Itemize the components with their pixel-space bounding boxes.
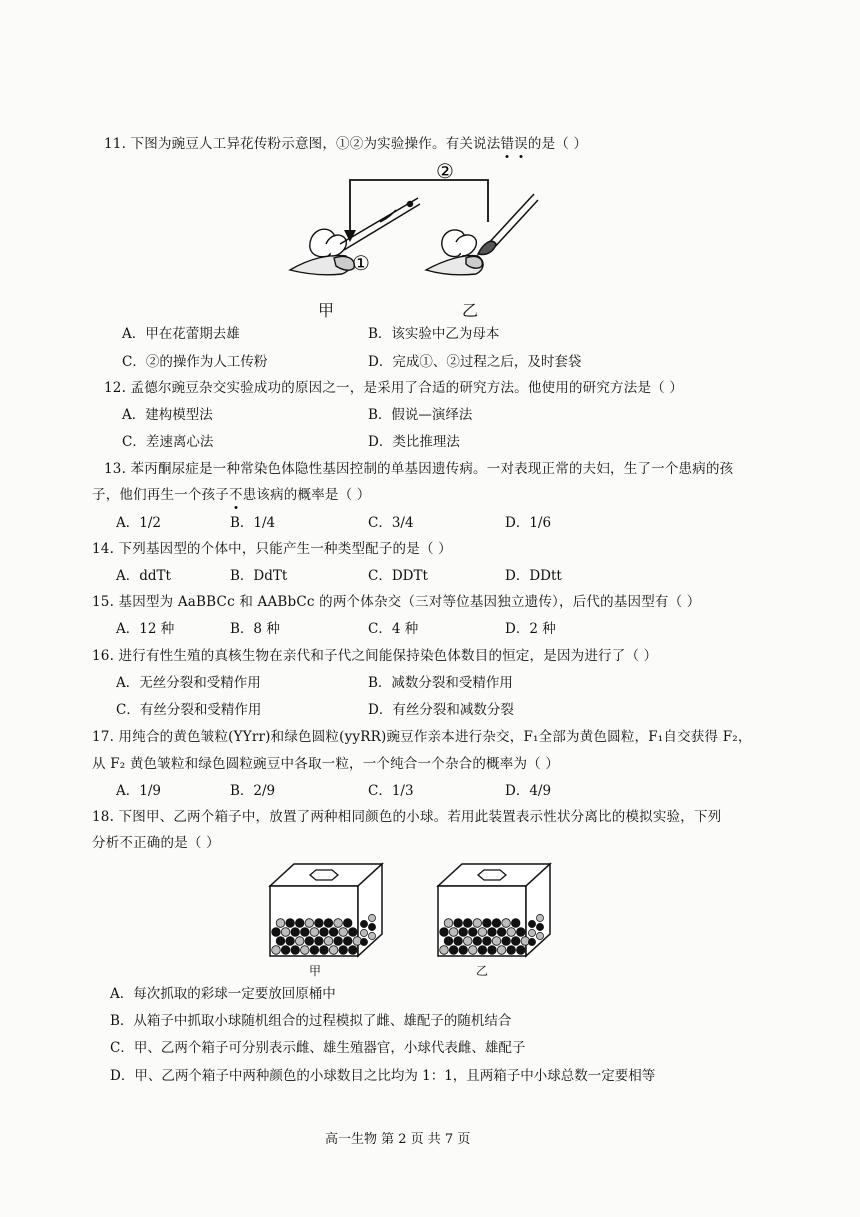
ball-boxes-diagram <box>262 856 562 964</box>
box-yi-ball <box>463 937 472 946</box>
q15-option-a: A．12 种 <box>116 621 175 637</box>
box-jia-ball <box>368 923 375 930</box>
box-label-yi: 乙 <box>476 964 489 978</box>
box-yi-ball <box>449 946 458 955</box>
q11-emphasis-2: 误 <box>514 136 528 152</box>
box-jia-ball <box>329 928 338 937</box>
box-yi-ball <box>497 946 506 955</box>
q11-option-d: D．完成①、②过程之后，及时套袋 <box>368 354 582 370</box>
q16-stem: 16. 进行有性生殖的真核生物在亲代和子代之间能保持染色体数目的恒定，是因为进行了（ ） <box>92 648 658 664</box>
q11-option-b: B．该实验中乙为母本 <box>368 326 500 342</box>
box-yi-ball <box>459 928 468 937</box>
q12-stem: 12. 孟德尔豌豆杂交实验成功的原因之一，是采用了合适的研究方法。他使用的研究方法是（ ） <box>104 380 684 396</box>
box-yi-ball <box>511 919 520 928</box>
box-yi-ball <box>507 928 516 937</box>
box-jia-ball <box>334 919 343 928</box>
q13-option-b: B．1/4 <box>230 515 276 531</box>
box-jia-ball <box>343 937 352 946</box>
label-yi: 乙 <box>462 301 479 320</box>
box-jia-opening <box>310 870 338 880</box>
box-yi-ball <box>492 937 501 946</box>
box-jia-ball <box>334 937 343 946</box>
box-jia-ball <box>295 937 304 946</box>
box-jia-ball <box>315 919 324 928</box>
box-yi-ball <box>502 919 511 928</box>
box-yi-ball <box>488 946 497 955</box>
flower-yi-icon <box>426 230 483 275</box>
q12-option-c: C．差速离心法 <box>122 434 214 450</box>
q12-option-b: B．假说—演绎法 <box>368 407 473 423</box>
q13-stem-end: 患该病的概率是（ ） <box>242 487 371 503</box>
box-yi-ball <box>454 937 463 946</box>
box-yi-ball <box>463 919 472 928</box>
q18-option-a: A．每次抓取的彩球一定要放回原桶中 <box>110 986 336 1002</box>
q14-option-c: C．DDTt <box>368 568 428 584</box>
q11-stem-end: 的是（ ） <box>527 136 588 152</box>
q18-stem-line-2: 分析不正确的是（ ） <box>92 835 220 851</box>
box-yi-ball <box>528 929 535 936</box>
box-yi-ball <box>517 946 526 955</box>
box-jia-ball <box>360 929 367 936</box>
box-yi-ball <box>497 928 506 937</box>
q14-stem: 14. 下列基因型的个体中，只能产生一种类型配子的是（ ） <box>92 541 452 557</box>
box-yi-ball <box>536 932 543 939</box>
tweezers-icon <box>340 198 420 250</box>
box-jia-ball <box>301 928 310 937</box>
q16-option-a: A．无丝分裂和受精作用 <box>116 675 261 691</box>
brush-icon <box>478 194 538 255</box>
box-yi-ball <box>454 919 463 928</box>
box-jia-ball <box>301 946 310 955</box>
box-jia-ball <box>339 946 348 955</box>
q17-stem-line-2: 从 F₂ 黄色皱粒和绿色圆粒豌豆中各取一粒，一个纯合一个杂合的概率为（ ） <box>92 756 560 772</box>
box-jia-ball <box>360 938 367 945</box>
box-yi-ball <box>478 928 487 937</box>
box-yi-ball <box>536 923 543 930</box>
box-yi-ball <box>473 919 482 928</box>
q18-option-d: D．甲、乙两个箱子中两种颜色的小球数目之比均为 1：1，且两箱子中小球总数一定要相等 <box>110 1068 656 1084</box>
box-yi-ball <box>502 937 511 946</box>
q15-option-c: C．4 种 <box>368 621 419 637</box>
q14-option-d: D．DDtt <box>505 568 562 584</box>
q13-option-a: A．1/2 <box>116 515 161 531</box>
box-yi-ball <box>440 928 449 937</box>
q12-option-d: D．类比推理法 <box>368 434 460 450</box>
q18-stem-line-1: 18. 下图甲、乙两个箱子中，放置了两种相同颜色的小球。若用此装置表示性状分离比的模拟实验，下列 <box>92 809 722 825</box>
box-yi-ball <box>483 937 492 946</box>
label-jia: 甲 <box>318 301 335 320</box>
box-yi-ball <box>469 928 478 937</box>
box-yi-ball <box>528 920 535 927</box>
box-jia-ball <box>276 919 285 928</box>
box-jia-ball <box>320 946 329 955</box>
fig-label-1: ① <box>352 251 370 275</box>
q17-stem-line-1: 17. 用纯合的黄色皱粒(YYrr)和绿色圆粒(yyRR)豌豆作亲本进行杂交，F₁全部为黄色圆粒，F₁自交获得 F₂， <box>92 729 752 745</box>
box-jia-ball <box>339 928 348 937</box>
box-yi-ball <box>469 946 478 955</box>
q16-option-b: B．减数分裂和受精作用 <box>368 675 513 691</box>
box-jia-ball <box>272 928 281 937</box>
q14-option-b: B．DdTt <box>230 568 288 584</box>
q13-stem-line-2 <box>92 486 371 504</box>
box-jia-ball <box>281 946 290 955</box>
box-yi-ball <box>536 914 543 921</box>
box-jia-ball <box>320 928 329 937</box>
box-jia-ball <box>349 946 358 955</box>
box-yi-ball <box>517 928 526 937</box>
q16-option-d: D．有丝分裂和减数分裂 <box>368 702 514 718</box>
box-yi-ball <box>459 946 468 955</box>
q11-emphasis-1: 错 <box>500 136 514 152</box>
box-yi-ball <box>507 946 516 955</box>
q13-stem-line-1: 13. 苯丙酮尿症是一种常染色体隐性基因控制的单基因遗传病。一对表现正常的夫妇，生了一个患病的孩 <box>104 461 734 477</box>
box-yi-ball <box>488 928 497 937</box>
box-yi-ball <box>444 919 453 928</box>
q13-stem-text: 子，他们再生一个孩子 <box>92 487 229 503</box>
box-jia-ball <box>281 928 290 937</box>
box-jia-ball <box>272 946 281 955</box>
box-jia-ball <box>324 937 333 946</box>
box-jia-ball <box>349 928 358 937</box>
box-jia-ball <box>291 928 300 937</box>
q13-option-c: C．3/4 <box>368 515 414 531</box>
box-jia-ball <box>310 946 319 955</box>
q16-option-c: C．有丝分裂和受精作用 <box>116 702 262 718</box>
q15-option-d: D．2 种 <box>505 621 556 637</box>
box-jia-ball <box>276 937 285 946</box>
q18-option-c: C．甲、乙两个箱子可分别表示雌、雄生殖器官，小球代表雌、雄配子 <box>110 1040 526 1056</box>
box-label-jia: 甲 <box>309 964 322 978</box>
q11-stem <box>104 135 587 153</box>
q18-option-b: B．从箱子中抓取小球随机组合的过程模拟了雌、雄配子的随机结合 <box>110 1013 512 1029</box>
box-jia-ball <box>368 914 375 921</box>
box-jia-ball <box>368 932 375 939</box>
box-jia-ball <box>324 919 333 928</box>
fig-label-2: ② <box>436 159 454 183</box>
box-jia-ball <box>315 937 324 946</box>
box-yi-ball <box>528 938 535 945</box>
q11-stem-text: 11. 下图为豌豆人工异花传粉示意图，①②为实验操作。有关说法 <box>104 136 501 152</box>
q11-option-c: C．②的操作为人工传粉 <box>122 354 268 370</box>
pollination-diagram <box>280 158 550 318</box>
q14-option-a: A．ddTt <box>116 568 171 584</box>
q15-option-b: B．8 种 <box>230 621 280 637</box>
box-yi-ball <box>449 928 458 937</box>
box-yi-ball <box>483 919 492 928</box>
box-jia-ball <box>305 919 314 928</box>
box-jia-ball <box>286 919 295 928</box>
q11-option-a: A．甲在花蕾期去雄 <box>122 326 240 342</box>
box-yi-ball <box>492 919 501 928</box>
box-jia-ball <box>360 920 367 927</box>
q13-option-d: D．1/6 <box>505 515 552 531</box>
box-yi-ball <box>444 937 453 946</box>
page-footer: 高一生物 第 2 页 共 7 页 <box>325 1132 471 1147</box>
q12-option-a: A．建构模型法 <box>122 407 213 423</box>
q13-emphasis: 不 <box>229 487 243 503</box>
q17-option-c: C．1/3 <box>368 783 414 799</box>
q17-option-a: A．1/9 <box>116 783 161 799</box>
box-yi-ball <box>511 937 520 946</box>
box-jia-ball <box>305 937 314 946</box>
flower-jia-icon <box>290 229 354 275</box>
box-jia-ball <box>295 919 304 928</box>
q15-stem: 15. 基因型为 AaBBCc 和 AABbCc 的两个体杂交（三对等位基因独立遗传），后代的基因型有（ ） <box>92 594 701 610</box>
box-jia-ball <box>310 928 319 937</box>
box-jia-ball <box>286 937 295 946</box>
box-jia-ball <box>343 919 352 928</box>
box-jia-ball <box>291 946 300 955</box>
box-yi-ball <box>473 937 482 946</box>
q17-option-b: B．2/9 <box>230 783 276 799</box>
box-yi-opening <box>478 870 506 880</box>
box-yi-ball <box>478 946 487 955</box>
q17-option-d: D．4/9 <box>505 783 552 799</box>
box-yi-ball <box>440 946 449 955</box>
box-jia-ball <box>329 946 338 955</box>
